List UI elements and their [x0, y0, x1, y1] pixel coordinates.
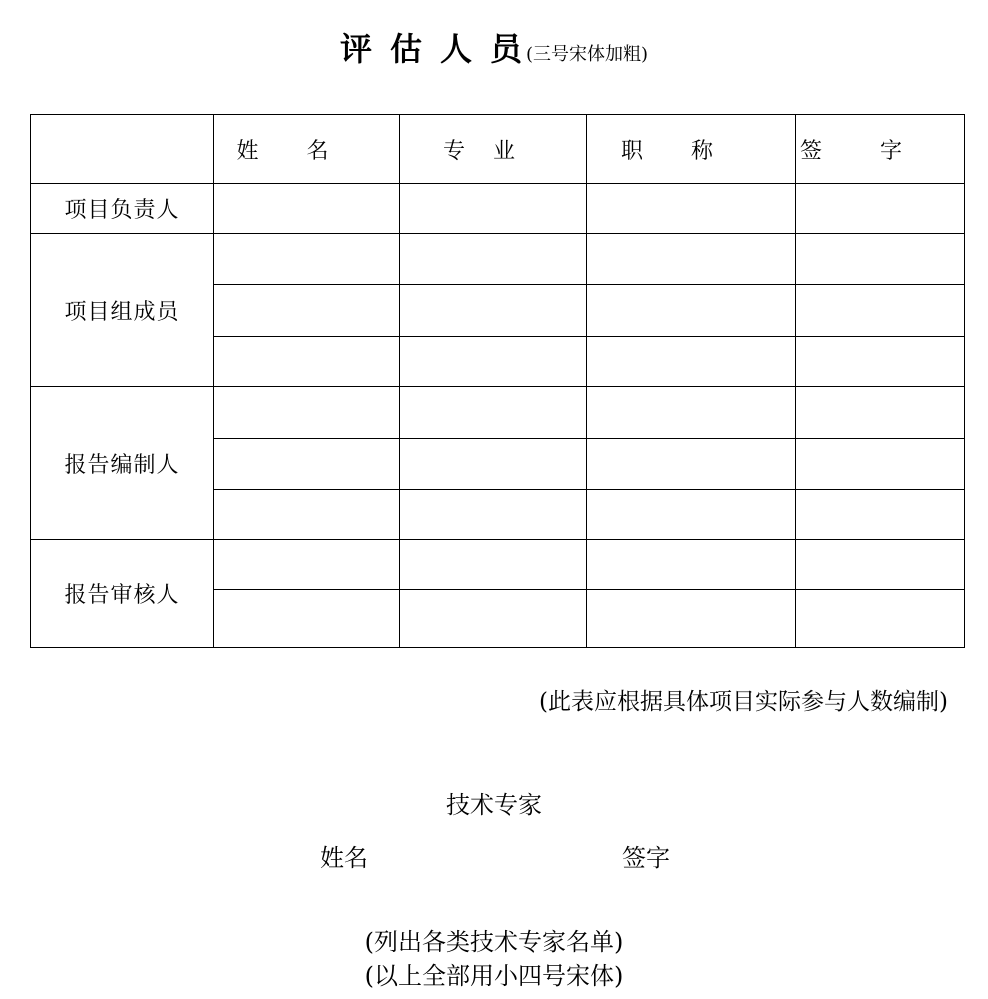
role-project-members: 项目组成员 — [31, 234, 214, 387]
major-cell[interactable] — [400, 439, 587, 490]
title-cell[interactable] — [587, 184, 796, 234]
name-cell[interactable] — [214, 439, 400, 490]
major-cell[interactable] — [400, 590, 587, 648]
major-cell[interactable] — [400, 285, 587, 337]
title-cell[interactable] — [587, 439, 796, 490]
header-title: 职称 — [587, 115, 796, 184]
title-cell[interactable] — [587, 337, 796, 387]
title-cell[interactable] — [587, 285, 796, 337]
title-cell[interactable] — [587, 490, 796, 540]
major-cell[interactable] — [400, 337, 587, 387]
table-row — [31, 234, 965, 285]
name-cell[interactable] — [214, 490, 400, 540]
signature-cell[interactable] — [796, 184, 965, 234]
name-cell[interactable] — [214, 285, 400, 337]
table-header-row — [31, 115, 965, 184]
signature-cell[interactable] — [796, 337, 965, 387]
name-cell[interactable] — [214, 337, 400, 387]
title-main: 评估人员 — [339, 30, 540, 68]
title-format-note: (三号宋体加粗) — [525, 44, 649, 65]
header-major: 专业 — [400, 115, 587, 184]
expert-signature-label: 签字 — [622, 844, 670, 872]
role-project-leader: 项目负责人 — [31, 184, 214, 234]
major-cell[interactable] — [400, 234, 587, 285]
signature-cell[interactable] — [796, 285, 965, 337]
name-cell[interactable] — [214, 387, 400, 439]
role-report-writers: 报告编制人 — [31, 387, 214, 540]
major-cell[interactable] — [400, 387, 587, 439]
header-signature: 签字 — [796, 115, 965, 184]
title-cell[interactable] — [587, 590, 796, 648]
title-cell[interactable] — [587, 540, 796, 590]
name-cell[interactable] — [214, 590, 400, 648]
header-blank-cell — [31, 115, 214, 184]
name-cell[interactable] — [214, 234, 400, 285]
signature-cell[interactable] — [796, 490, 965, 540]
major-cell[interactable] — [400, 490, 587, 540]
table-row — [31, 184, 965, 234]
major-cell[interactable] — [400, 540, 587, 590]
font-format-note: (以上全部用小四号宋体) — [364, 962, 624, 990]
table-row — [31, 540, 965, 590]
signature-cell[interactable] — [796, 387, 965, 439]
signature-cell[interactable] — [796, 234, 965, 285]
name-cell[interactable] — [214, 540, 400, 590]
title-cell[interactable] — [587, 234, 796, 285]
experts-list-note: (列出各类技术专家名单) — [364, 928, 624, 956]
experts-heading: 技术专家 — [446, 791, 542, 819]
table-note: (此表应根据具体项目实际参与人数编制) — [539, 689, 948, 715]
staff-table — [30, 114, 965, 648]
signature-cell[interactable] — [796, 439, 965, 490]
role-report-reviewers: 报告审核人 — [31, 540, 214, 648]
expert-name-label: 姓名 — [320, 844, 368, 872]
name-cell[interactable] — [214, 184, 400, 234]
signature-cell[interactable] — [796, 540, 965, 590]
major-cell[interactable] — [400, 184, 587, 234]
title-cell[interactable] — [587, 387, 796, 439]
header-name: 姓名 — [214, 115, 400, 184]
page-title — [0, 24, 988, 70]
signature-cell[interactable] — [796, 590, 965, 648]
table-row — [31, 387, 965, 439]
